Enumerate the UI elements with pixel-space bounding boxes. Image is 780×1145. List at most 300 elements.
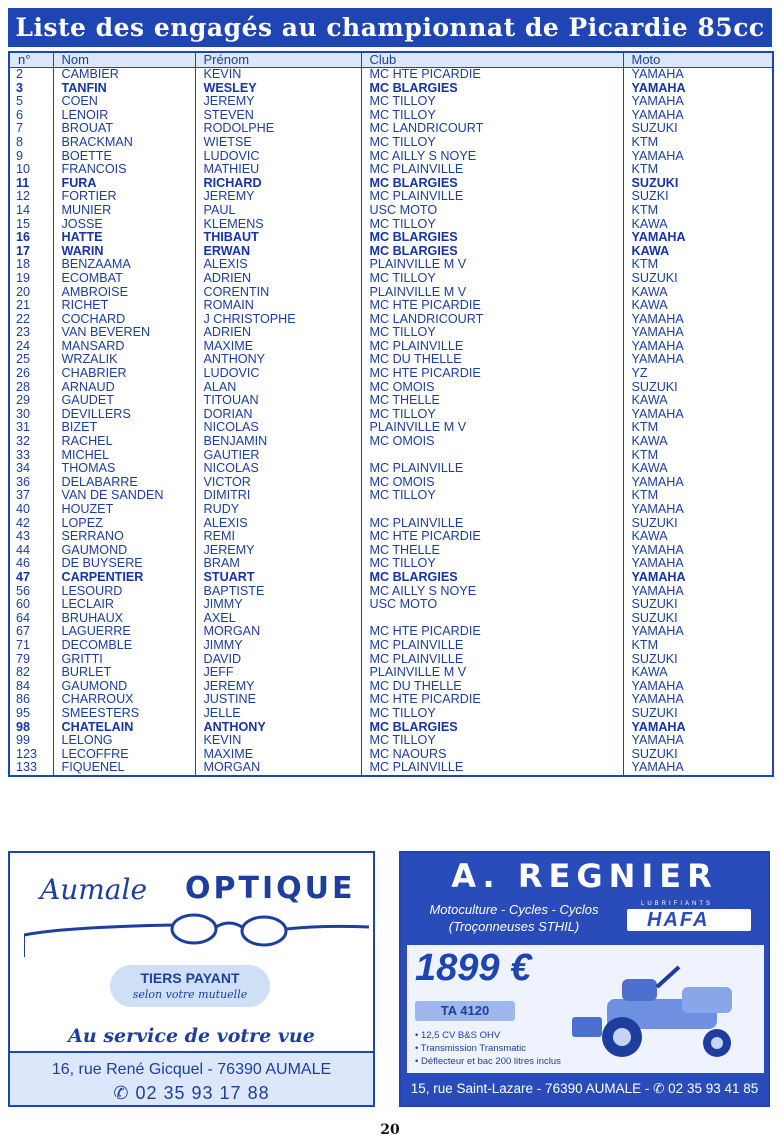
table-row [9,517,773,531]
cell-club: MC BLARGIES [361,82,623,96]
cell-club: MC PLAINVILLE [361,340,623,354]
cell-nom: THOMAS [53,462,195,476]
cell-prenom: NICOLAS [195,421,361,435]
cell-moto: SUZUKI [631,611,678,625]
table-row [9,653,773,667]
cell-prenom: KEVIN [195,734,361,748]
table-row [9,190,773,204]
cell-nom: SMEESTERS [53,707,195,721]
cell-num: 10 [9,163,53,177]
regnier-line1: Motoculture - Cycles - Cyclos [429,902,599,917]
cell-club: PLAINVILLE M V [361,258,623,272]
cell-num: 133 [9,761,53,776]
cell-prenom: JUSTINE [195,693,361,707]
cell-moto: YAMAHA [631,108,684,122]
cell-prenom: ADRIEN [195,326,361,340]
cell-club: MC AILLY S NOYE [361,585,623,599]
cell-num: 36 [9,476,53,490]
cell-nom: BIZET [53,421,195,435]
page-title: Liste des engagés au championnat de Picardie 85cc [8,8,772,47]
cell-prenom: ALEXIS [195,517,361,531]
cell-nom: MANSARD [53,340,195,354]
table-row [9,544,773,558]
cell-prenom: STUART [195,571,361,585]
cell-club: MC PLAINVILLE [361,639,623,653]
cell-nom: GAUMOND [53,544,195,558]
cell-nom: BRUHAUX [53,612,195,626]
cell-prenom: RUDY [195,503,361,517]
cell-club: MC TILLOY [361,326,623,340]
cell-moto: YZ [631,367,648,381]
cell-moto: KAWA [631,394,668,408]
cell-club: MC LANDRICOURT [361,313,623,327]
cell-nom: BRACKMAN [53,136,195,150]
cell-prenom: ERWAN [195,245,361,259]
hafa-tagline: LUBRIFIANTS [641,901,714,907]
cell-moto: YAMAHA [631,231,686,245]
cell-nom: ECOMBAT [53,272,195,286]
table-row [9,734,773,748]
optique-brand-word: OPTIQUE [185,871,356,906]
cell-nom: LECLAIR [53,598,195,612]
cell-prenom: J CHRISTOPHE [195,313,361,327]
cell-club: MC PLAINVILLE [361,163,623,177]
cell-club: MC BLARGIES [361,245,623,259]
cell-club: USC MOTO [361,598,623,612]
cell-moto: YAMAHA [631,543,684,557]
cell-num: 31 [9,421,53,435]
offer-feature: • Déflecteur et bac 200 litres inclus [415,1056,561,1067]
table-row [9,462,773,476]
table-row [9,95,773,109]
cell-nom: CAMBIER [53,68,195,82]
cell-num: 95 [9,707,53,721]
cell-prenom: ANTHONY [195,721,361,735]
cell-nom: BENZAAMA [53,258,195,272]
regnier-contact: 15, rue Saint-Lazare - 76390 AUMALE - ✆ 02 35 93 41 85 [410,1081,759,1096]
cell-prenom: THIBAUT [195,231,361,245]
cell-num: 16 [9,231,53,245]
cell-nom: RACHEL [53,435,195,449]
cell-club: MC HTE PICARDIE [361,299,623,313]
cell-moto: YAMAHA [631,693,684,707]
table-row [9,449,773,463]
cell-num: 7 [9,122,53,136]
table-row [9,503,773,517]
tiers-payant-label: TIERS PAYANT [140,970,240,986]
cell-moto: SUZKI [631,190,669,204]
regnier-line2: (Troçonneuses STHIL) [448,919,580,934]
cell-num: 11 [9,177,53,191]
cell-moto: YAMAHA [631,353,684,367]
cell-moto: KTM [631,258,659,272]
cell-nom: FIQUENEL [53,761,195,776]
table-row [9,585,773,599]
cell-prenom: DAVID [195,653,361,667]
cell-club: MC NAOURS [361,748,623,762]
cell-moto: YAMAHA [631,503,684,516]
cell-num: 46 [9,557,53,571]
table-row [9,666,773,680]
cell-club: MC HTE PICARDIE [361,367,623,381]
cell-nom: LESOURD [53,585,195,599]
table-row [9,476,773,490]
cell-nom: LENOIR [53,109,195,123]
cell-club: PLAINVILLE M V [361,286,623,300]
cell-num: 3 [9,82,53,96]
cell-prenom: VICTOR [195,476,361,490]
cell-nom: CHARROUX [53,693,195,707]
cell-num: 44 [9,544,53,558]
cell-num: 82 [9,666,53,680]
cell-prenom: ALAN [195,381,361,395]
cell-num: 12 [9,190,53,204]
cell-club: MC PLAINVILLE [361,653,623,667]
cell-prenom: ROMAIN [195,299,361,313]
cell-moto: SUZUKI [631,122,678,136]
cell-num: 84 [9,680,53,694]
cell-club: MC BLARGIES [361,177,623,191]
lawn-tractor-icon [567,959,757,1069]
cell-num: 42 [9,517,53,531]
cell-moto: SUZUKI [631,271,678,285]
cell-nom: CARPENTIER [53,571,195,585]
cell-prenom: ANTHONY [195,353,361,367]
table-row [9,707,773,721]
cell-nom: TANFIN [53,82,195,96]
cell-club: MC TILLOY [361,109,623,123]
cell-moto: KTM [631,489,659,503]
cell-moto: YAMAHA [631,584,684,598]
cell-club: MC DU THELLE [361,680,623,694]
cell-num: 29 [9,394,53,408]
cell-club: MC TILLOY [361,707,623,721]
cell-moto: KTM [631,421,659,435]
tiers-payant-badge [110,965,270,1007]
cell-num: 60 [9,598,53,612]
glasses-icon [24,905,369,957]
cell-prenom: BENJAMIN [195,435,361,449]
mower-offer-panel [407,945,764,1073]
cell-num: 2 [9,68,53,82]
cell-club: MC PLAINVILLE [361,761,623,776]
table-row [9,313,773,327]
cell-nom: AMBROISE [53,286,195,300]
cell-moto: KTM [631,163,659,177]
regnier-ad [399,851,770,1107]
cell-prenom: STEVEN [195,109,361,123]
table-row [9,136,773,150]
cell-num: 71 [9,639,53,653]
cell-club: MC TILLOY [361,272,623,286]
cell-moto: YAMAHA [631,557,684,571]
cell-prenom: REMI [195,530,361,544]
cell-prenom: MAXIME [195,748,361,762]
cell-nom: COCHARD [53,313,195,327]
cell-club: MC HTE PICARDIE [361,693,623,707]
table-row [9,612,773,626]
cell-moto: YAMAHA [631,149,684,163]
table-row [9,489,773,503]
cell-prenom: KLEMENS [195,218,361,232]
cell-moto: KAWA [631,530,668,544]
cell-num: 9 [9,150,53,164]
table-row [9,625,773,639]
cell-moto: KTM [631,203,659,217]
table-row [9,245,773,259]
cell-num: 23 [9,326,53,340]
cell-club: MC PLAINVILLE [361,517,623,531]
cell-moto: YAMAHA [631,570,686,584]
cell-moto: KAWA [631,462,668,476]
cell-num: 6 [9,109,53,123]
cell-nom: CHABRIER [53,367,195,381]
cell-club: MC TILLOY [361,218,623,232]
cell-nom: SERRANO [53,530,195,544]
cell-prenom: BAPTISTE [195,585,361,599]
cell-prenom: DORIAN [195,408,361,422]
table-row [9,761,773,776]
cell-moto: SUZUKI [631,176,679,190]
optique-contact-band [10,1051,373,1105]
cell-num: 25 [9,353,53,367]
optique-address: 16, rue René Gicquel - 76390 AUMALE [51,1061,332,1078]
cell-prenom: LUDOVIC [195,367,361,381]
cell-num: 20 [9,286,53,300]
regnier-services [419,901,609,935]
cell-club: MC THELLE [361,394,623,408]
cell-nom: LAGUERRE [53,625,195,639]
cell-moto: YAMAHA [631,326,684,340]
optique-brand-script: Aumale [40,873,148,906]
header-num: n° [9,52,53,68]
cell-num: 18 [9,258,53,272]
cell-num: 21 [9,299,53,313]
cell-club: MC PLAINVILLE [361,190,623,204]
entrants-table [8,51,774,777]
cell-nom: DE BUYSERE [53,557,195,571]
page-number: 20 [380,1122,400,1138]
table-row [9,286,773,300]
cell-club: MC THELLE [361,544,623,558]
header-prenom: Prénom [195,52,361,68]
cell-club: MC BLARGIES [361,571,623,585]
cell-club: MC AILLY S NOYE [361,150,623,164]
cell-nom: DELABARRE [53,476,195,490]
cell-club: MC HTE PICARDIE [361,530,623,544]
cell-prenom: WESLEY [195,82,361,96]
cell-club: MC TILLOY [361,136,623,150]
cell-club: MC HTE PICARDIE [361,68,623,82]
table-row [9,231,773,245]
cell-nom: DECOMBLE [53,639,195,653]
cell-prenom: MORGAN [195,761,361,776]
cell-club: USC MOTO [361,204,623,218]
cell-prenom: CORENTIN [195,286,361,300]
cell-prenom: JEREMY [195,190,361,204]
offer-feature: • Transmission Transmatic [415,1043,527,1054]
cell-prenom: NICOLAS [195,462,361,476]
table-row [9,381,773,395]
cell-nom: GRITTI [53,653,195,667]
cell-prenom: TITOUAN [195,394,361,408]
cell-num: 79 [9,653,53,667]
table-row [9,530,773,544]
cell-nom: LELONG [53,734,195,748]
cell-num: 24 [9,340,53,354]
header-moto: Moto [623,52,773,68]
cell-moto: KAWA [631,666,668,680]
table-row [9,421,773,435]
cell-prenom: LUDOVIC [195,150,361,164]
cell-nom: BURLET [53,666,195,680]
table-row [9,299,773,313]
cell-nom: WRZALIK [53,353,195,367]
table-row [9,598,773,612]
cell-club: MC TILLOY [361,734,623,748]
cell-moto: KAWA [631,217,668,231]
table-row [9,748,773,762]
table-row [9,82,773,96]
table-row [9,571,773,585]
cell-prenom: GAUTIER [195,449,361,463]
cell-club: MC BLARGIES [361,721,623,735]
cell-nom: HOUZET [53,503,195,517]
cell-num: 34 [9,462,53,476]
table-row [9,204,773,218]
cell-num: 40 [9,503,53,517]
cell-num: 19 [9,272,53,286]
table-row [9,68,773,82]
cell-nom: COEN [53,95,195,109]
cell-club: MC TILLOY [361,489,623,503]
cell-prenom: PAUL [195,204,361,218]
cell-num: 28 [9,381,53,395]
cell-club [361,503,623,517]
table-body [9,68,773,776]
cell-nom: BOETTE [53,150,195,164]
cell-prenom: JEREMY [195,95,361,109]
cell-prenom: JIMMY [195,639,361,653]
cell-club: MC BLARGIES [361,231,623,245]
cell-club [361,449,623,463]
cell-moto: KAWA [631,435,668,449]
cell-num: 67 [9,625,53,639]
cell-num: 43 [9,530,53,544]
cell-prenom: WIETSE [195,136,361,150]
cell-prenom: JEREMY [195,544,361,558]
cell-prenom: BRAM [195,557,361,571]
cell-nom: MUNIER [53,204,195,218]
cell-moto: YAMAHA [631,734,684,748]
table-row [9,340,773,354]
table-row [9,272,773,286]
cell-num: 14 [9,204,53,218]
cell-num: 30 [9,408,53,422]
cell-prenom: KEVIN [195,68,361,82]
cell-num: 47 [9,571,53,585]
cell-moto: KAWA [631,244,670,258]
cell-nom: MICHEL [53,449,195,463]
table-row [9,693,773,707]
cell-club: MC DU THELLE [361,353,623,367]
cell-nom: ARNAUD [53,381,195,395]
cell-num: 123 [9,748,53,762]
cell-prenom: JELLE [195,707,361,721]
cell-moto: KAWA [631,285,668,299]
cell-nom: VAN DE SANDEN [53,489,195,503]
table-row [9,163,773,177]
table-header-row [9,52,773,68]
cell-club: MC TILLOY [361,408,623,422]
cell-num: 8 [9,136,53,150]
aumale-optique-ad [8,851,375,1107]
table-row [9,367,773,381]
cell-moto: YAMAHA [631,407,684,421]
table-row [9,639,773,653]
cell-moto: YAMAHA [631,67,684,81]
table-row [9,721,773,735]
cell-num: 32 [9,435,53,449]
cell-club: PLAINVILLE M V [361,666,623,680]
cell-moto: YAMAHA [631,81,686,95]
table-row [9,353,773,367]
cell-num: 26 [9,367,53,381]
tiers-payant-sub: selon votre mutuelle [132,988,248,1001]
table-row [9,109,773,123]
cell-prenom: JIMMY [195,598,361,612]
cell-num: 5 [9,95,53,109]
cell-moto: SUZUKI [631,706,678,720]
cell-nom: DEVILLERS [53,408,195,422]
cell-prenom: MAXIME [195,340,361,354]
cell-nom: CHATELAIN [53,721,195,735]
cell-moto: SUZUKI [631,380,678,394]
header-nom: Nom [53,52,195,68]
cell-prenom: RODOLPHE [195,122,361,136]
cell-num: 37 [9,489,53,503]
cell-num: 33 [9,449,53,463]
cell-moto: SUZUKI [631,598,678,612]
cell-nom: GAUMOND [53,680,195,694]
table-row [9,557,773,571]
cell-prenom: ADRIEN [195,272,361,286]
cell-nom: VAN BEVEREN [53,326,195,340]
cell-nom: RICHET [53,299,195,313]
cell-num: 86 [9,693,53,707]
cell-num: 98 [9,721,53,735]
cell-club: MC OMOIS [361,381,623,395]
cell-moto: KTM [631,448,659,462]
cell-nom: BROUAT [53,122,195,136]
cell-prenom: MATHIEU [195,163,361,177]
cell-moto: YAMAHA [631,761,684,775]
cell-moto: SUZUKI [631,747,678,761]
cell-moto: YAMAHA [631,625,684,639]
cell-prenom: AXEL [195,612,361,626]
table-row [9,435,773,449]
optique-slogan: Au service de votre vue [68,1025,315,1047]
cell-nom: FURA [53,177,195,191]
cell-nom: JOSSE [53,218,195,232]
cell-club: MC HTE PICARDIE [361,625,623,639]
cell-club: MC TILLOY [361,557,623,571]
cell-nom: FORTIER [53,190,195,204]
table-row [9,408,773,422]
cell-prenom: JEFF [195,666,361,680]
offer-price: 1899 € [415,947,532,989]
table-row [9,218,773,232]
